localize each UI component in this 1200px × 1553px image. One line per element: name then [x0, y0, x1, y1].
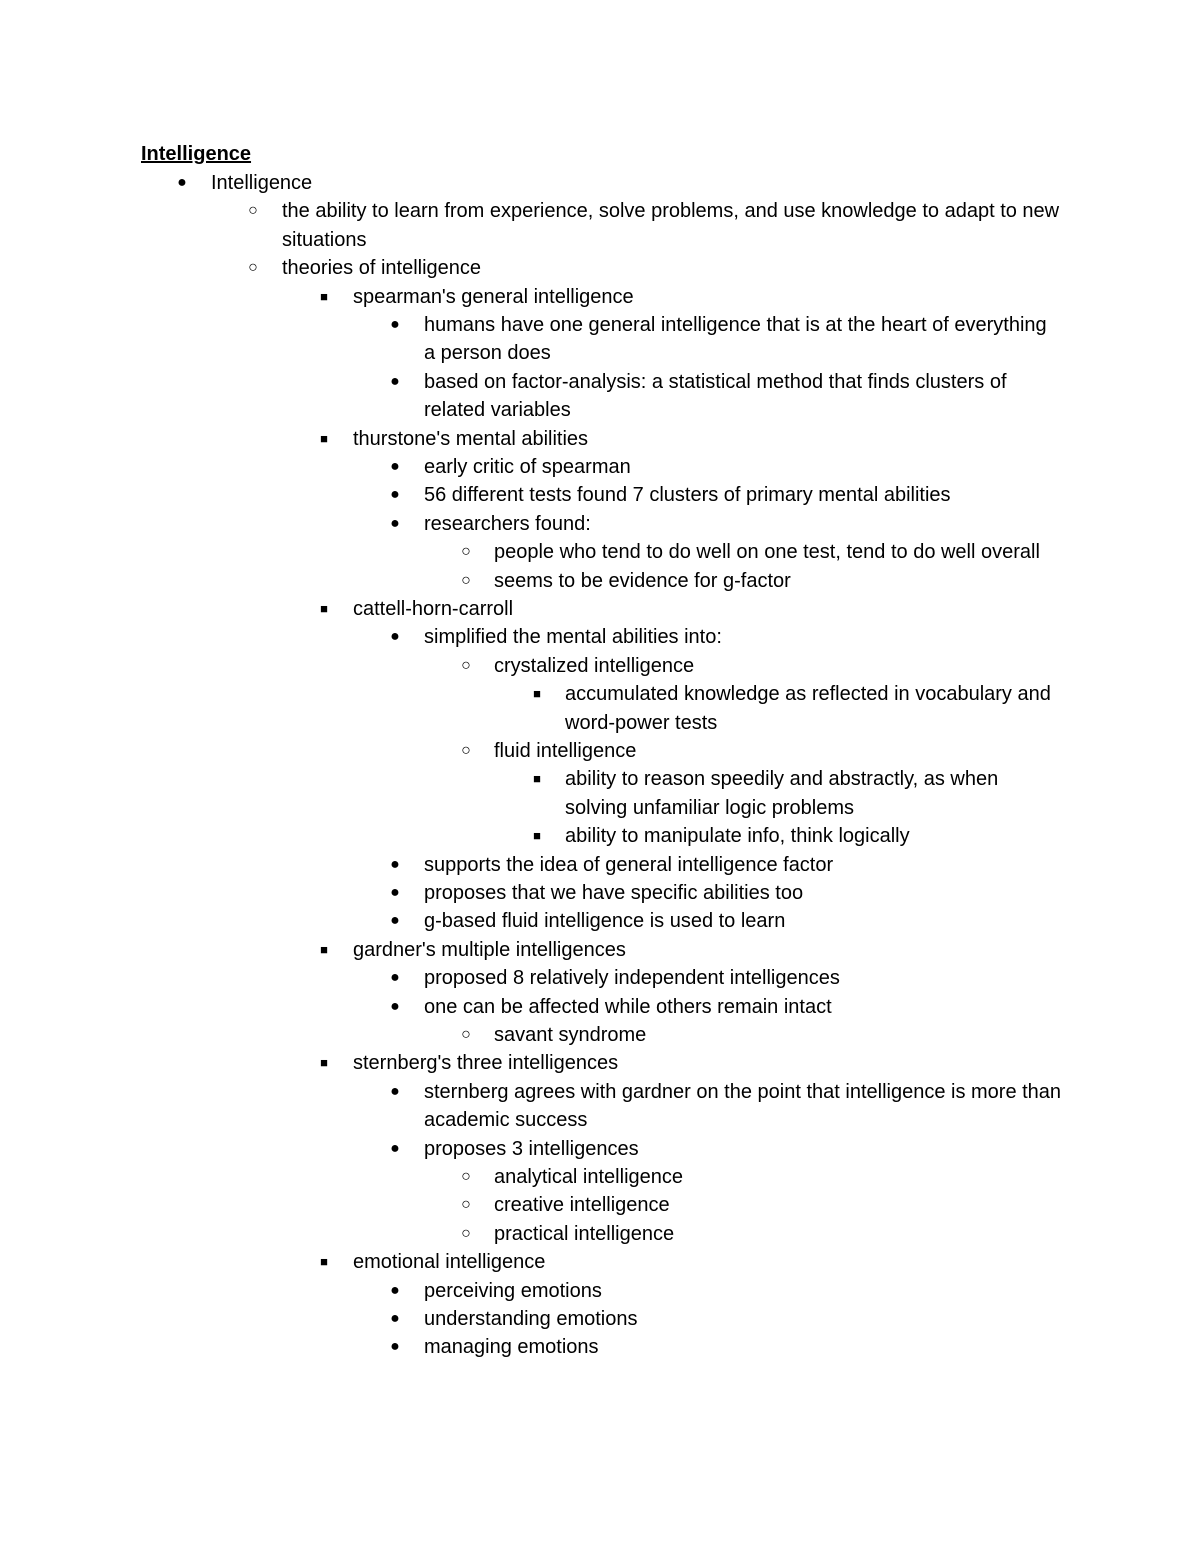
disc-bullet-icon: ●: [390, 969, 400, 987]
circle-bullet-icon: ○: [248, 202, 258, 220]
outline-item: [532, 680, 1062, 737]
outline-item: [390, 851, 1062, 879]
outline-item: [461, 1220, 1062, 1248]
outline-item: [390, 1135, 1062, 1163]
square-bullet-icon: ■: [533, 771, 541, 787]
disc-bullet-icon: ●: [390, 884, 400, 901]
disc-bullet-icon: ●: [390, 316, 400, 333]
disc-bullet-icon: ●: [390, 1082, 400, 1100]
outline-item-text: understanding emotions: [424, 1308, 638, 1330]
outline-item-text: ability to manipulate info, think logically: [565, 825, 910, 848]
outline-item-text: proposed 8 relatively independent intelligences: [424, 967, 840, 990]
square-bullet-icon: ■: [533, 686, 541, 702]
outline-item: [390, 623, 1062, 651]
outline-item-text: sternberg agrees with gardner on the point that intelligence is more than academic success: [424, 1080, 1062, 1132]
outline-item: [319, 425, 1062, 453]
outline-item: [390, 1305, 1062, 1333]
disc-bullet-icon: ●: [390, 1281, 400, 1299]
outline-item-text: creative intelligence: [494, 1194, 670, 1217]
outline-item-text: the ability to learn from experience, solve problems, and use knowledge to adapt to new situations: [282, 200, 1060, 251]
disc-bullet-icon: ●: [390, 372, 400, 390]
outline-item: [319, 595, 1062, 623]
disc-bullet-icon: ●: [390, 458, 400, 475]
outline-item-text: early critic of spearman: [424, 456, 631, 478]
outline-item-text: one can be affected while others remain intact: [424, 995, 832, 1018]
outline-item-text: researchers found:: [424, 512, 591, 535]
outline-item-text: thurstone's mental abilities: [353, 427, 589, 450]
outline-item: [390, 1333, 1062, 1361]
circle-bullet-icon: ○: [461, 656, 471, 674]
outline-item: [319, 283, 1062, 311]
outline-item-text: humans have one general intelligence that is at the heart of everything a person does: [424, 314, 1047, 365]
outline-item: [532, 765, 1062, 822]
outline-item: [390, 510, 1062, 538]
outline-item-text: based on factor-analysis: a statistical method that finds clusters of related variables: [424, 370, 1007, 422]
page-title: Intelligence: [141, 143, 252, 165]
square-bullet-icon: ■: [320, 1254, 328, 1270]
square-bullet-icon: ■: [320, 1055, 328, 1071]
outline-item-text: proposes that we have specific abilities too: [424, 882, 804, 904]
outline-item-text: proposes 3 intelligences: [424, 1137, 639, 1160]
outline-item-text: practical intelligence: [494, 1222, 675, 1245]
square-bullet-icon: ■: [533, 828, 541, 844]
circle-bullet-icon: ○: [461, 543, 471, 561]
square-bullet-icon: ■: [320, 288, 328, 304]
outline-item-text: seems to be evidence for g-factor: [494, 569, 791, 592]
outline-item: [390, 879, 1062, 907]
outline-item: [390, 368, 1062, 425]
outline-item-text: analytical intelligence: [494, 1166, 684, 1188]
outline-item: [319, 1248, 1062, 1276]
circle-bullet-icon: ○: [461, 1026, 471, 1043]
outline-item: [319, 1049, 1062, 1077]
disc-bullet-icon: ●: [390, 1139, 400, 1157]
outline-item: [461, 567, 1062, 595]
outline-item-text: managing emotions: [424, 1336, 599, 1359]
outline-item: [177, 169, 1062, 197]
outline-item-text: theories of intelligence: [282, 257, 482, 280]
outline-item: [390, 311, 1062, 368]
disc-bullet-icon: ●: [390, 514, 400, 532]
outline-item-text: accumulated knowledge as reflected in vocabulary and word-power tests: [565, 683, 1051, 734]
outline-item-text: spearman's general intelligence: [353, 285, 634, 308]
outline-item: [390, 481, 1062, 509]
disc-bullet-icon: ●: [390, 1310, 400, 1327]
outline-item: [461, 1163, 1062, 1191]
disc-bullet-icon: ●: [390, 1338, 400, 1356]
outline-item-text: ability to reason speedily and abstractly, as when solving unfamiliar logic problems: [565, 768, 999, 819]
outline-item-text: emotional intelligence: [353, 1251, 546, 1274]
outline-item: [461, 652, 1062, 680]
outline-item-text: perceiving emotions: [424, 1279, 602, 1302]
outline-item: [461, 737, 1062, 765]
circle-bullet-icon: ○: [461, 571, 471, 589]
circle-bullet-icon: ○: [461, 1224, 471, 1242]
outline-item: [248, 254, 1062, 282]
outline-item: [390, 907, 1062, 935]
outline-item-text: savant syndrome: [494, 1024, 647, 1046]
square-bullet-icon: ■: [320, 601, 328, 616]
outline-item-text: Intelligence: [211, 172, 313, 194]
outline-item: [319, 936, 1062, 964]
outline-item: [461, 1191, 1062, 1219]
disc-bullet-icon: ●: [390, 997, 400, 1015]
outline-item-text: sternberg's three intelligences: [353, 1052, 619, 1075]
circle-bullet-icon: ○: [461, 742, 471, 759]
outline-item: [532, 822, 1062, 850]
outline-item: [390, 453, 1062, 481]
outline-item-text: g-based fluid intelligence is used to learn: [424, 910, 786, 933]
circle-bullet-icon: ○: [461, 1196, 471, 1214]
outline-item: [248, 197, 1062, 254]
outline-item: [461, 538, 1062, 566]
disc-bullet-icon: ●: [390, 912, 400, 930]
outline-item: [390, 1078, 1062, 1135]
outline-item: [390, 993, 1062, 1021]
disc-bullet-icon: ●: [390, 855, 400, 873]
outline-item-text: people who tend to do well on one test, tend to do well overall: [494, 541, 1040, 564]
outline-item-text: gardner's multiple intelligences: [353, 938, 626, 961]
outline-item-text: simplified the mental abilities into:: [424, 626, 722, 649]
outline-item: [461, 1021, 1062, 1049]
disc-bullet-icon: ●: [177, 174, 187, 191]
square-bullet-icon: ■: [320, 430, 328, 446]
outline-item-text: supports the idea of general intelligence factor: [424, 853, 834, 876]
disc-bullet-icon: ●: [390, 486, 400, 504]
outline-item-text: cattell-horn-carroll: [353, 598, 514, 620]
outline-item: [390, 964, 1062, 992]
square-bullet-icon: ■: [320, 941, 328, 957]
outline-item-text: fluid intelligence: [494, 740, 637, 762]
disc-bullet-icon: ●: [390, 628, 400, 646]
circle-bullet-icon: ○: [461, 1168, 471, 1185]
circle-bullet-icon: ○: [248, 259, 258, 277]
outline-item-text: 56 different tests found 7 clusters of primary mental abilities: [424, 484, 951, 507]
outline-item: [390, 1277, 1062, 1305]
outline-item-text: crystalized intelligence: [494, 654, 695, 677]
